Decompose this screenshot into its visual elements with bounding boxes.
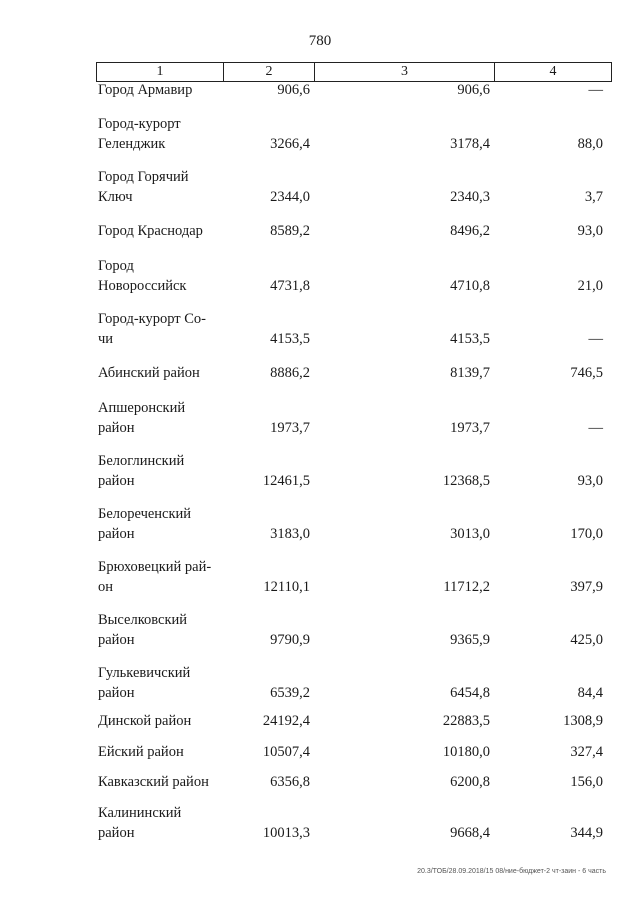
row-value-col-3: 6200,8 — [450, 774, 490, 790]
row-name: Город-курорт Геленджик — [98, 116, 181, 152]
row-value-col-2: 24192,4 — [262, 713, 310, 729]
row-name: Ейский район — [98, 744, 184, 760]
page-number: 780 — [308, 33, 332, 49]
row-name: Кавказский район — [98, 774, 209, 790]
row-name: Гулькевичский район — [98, 665, 191, 701]
row-value-col-3: 10180,0 — [442, 744, 490, 760]
header-col-1: 1 — [97, 63, 224, 81]
footer-file-path: 20.3/ТОБ/28.09.2018/15 08/ние-бюджет-2 чт-заин - 6 часть — [417, 868, 606, 875]
row-value-col-4: — — [588, 82, 603, 98]
row-value-col-4: 327,4 — [570, 744, 603, 760]
row-value-col-4: 156,0 — [570, 774, 603, 790]
header-col-2: 2 — [224, 63, 315, 81]
row-value-col-2: 6539,2 — [270, 685, 310, 701]
header-col-4: 4 — [549, 64, 557, 79]
row-name: Абинский район — [98, 365, 200, 381]
row-value-col-4: 170,0 — [570, 526, 603, 542]
row-value-col-4: 88,0 — [577, 136, 603, 152]
row-value-col-4: 1308,9 — [563, 713, 603, 729]
row-value-col-3: 22883,5 — [442, 713, 490, 729]
row-value-col-3: 12368,5 — [442, 473, 490, 489]
row-value-col-4: 425,0 — [570, 632, 603, 648]
row-value-col-3: 906,6 — [457, 82, 490, 98]
row-value-col-4: 93,0 — [577, 473, 603, 489]
row-value-col-3: 9365,9 — [450, 632, 490, 648]
row-value-col-3: 8139,7 — [450, 365, 490, 381]
row-value-col-4: 397,9 — [570, 579, 603, 595]
row-name: Выселковский район — [98, 612, 188, 648]
row-value-col-3: 3013,0 — [450, 526, 490, 542]
row-value-col-3: 11712,2 — [443, 579, 490, 595]
row-value-col-2: 4153,5 — [270, 331, 310, 347]
row-value-col-2: 4731,8 — [270, 278, 310, 294]
row-value-col-2: 10507,4 — [262, 744, 310, 760]
row-value-col-3: 2340,3 — [450, 189, 490, 205]
row-value-col-2: 2344,0 — [270, 189, 310, 205]
row-name: Город-курорт Со- чи — [98, 311, 207, 347]
row-value-col-2: 12461,5 — [262, 473, 310, 489]
row-name: Город Горячий Ключ — [98, 169, 189, 205]
row-value-col-3: 4153,5 — [450, 331, 490, 347]
row-value-col-2: 3266,4 — [270, 136, 310, 152]
row-value-col-4: — — [588, 331, 603, 347]
row-value-col-4: 746,5 — [570, 365, 603, 381]
header-col-3: 3 — [315, 63, 495, 81]
row-value-col-2: 9790,9 — [270, 632, 310, 648]
row-value-col-4: 84,4 — [577, 685, 603, 701]
row-value-col-4: 21,0 — [577, 278, 603, 294]
row-name: Апшеронский район — [98, 400, 186, 436]
row-name: Город Новороссийск — [98, 258, 187, 294]
row-value-col-2: 8589,2 — [270, 223, 310, 239]
row-value-col-3: 1973,7 — [450, 420, 490, 436]
row-value-col-3: 9668,4 — [450, 825, 490, 841]
row-value-col-3: 8496,2 — [450, 223, 490, 239]
row-name: Калининский район — [98, 805, 182, 841]
row-value-col-2: 10013,3 — [262, 825, 310, 841]
row-value-col-4: 3,7 — [584, 189, 603, 205]
row-name: Город Краснодар — [98, 223, 203, 239]
row-value-col-2: 906,6 — [277, 82, 310, 98]
table-header — [96, 62, 612, 82]
row-value-col-2: 8886,2 — [270, 365, 310, 381]
row-value-col-4: 344,9 — [570, 825, 603, 841]
row-value-col-3: 6454,8 — [450, 685, 490, 701]
row-name: Динской район — [98, 713, 192, 729]
row-value-col-4: — — [588, 420, 603, 436]
row-value-col-2: 6356,8 — [270, 774, 310, 790]
row-name: Белоглинский район — [98, 453, 185, 489]
row-name: Брюховецкий рай- он — [98, 559, 212, 595]
row-value-col-3: 3178,4 — [450, 136, 490, 152]
row-value-col-3: 4710,8 — [450, 278, 490, 294]
row-value-col-2: 12110,1 — [263, 579, 310, 595]
row-name: Город Армавир — [98, 82, 193, 98]
row-value-col-2: 1973,7 — [270, 420, 310, 436]
row-value-col-2: 3183,0 — [270, 526, 310, 542]
row-name: Белореченский район — [98, 506, 192, 542]
row-value-col-4: 93,0 — [577, 223, 603, 239]
